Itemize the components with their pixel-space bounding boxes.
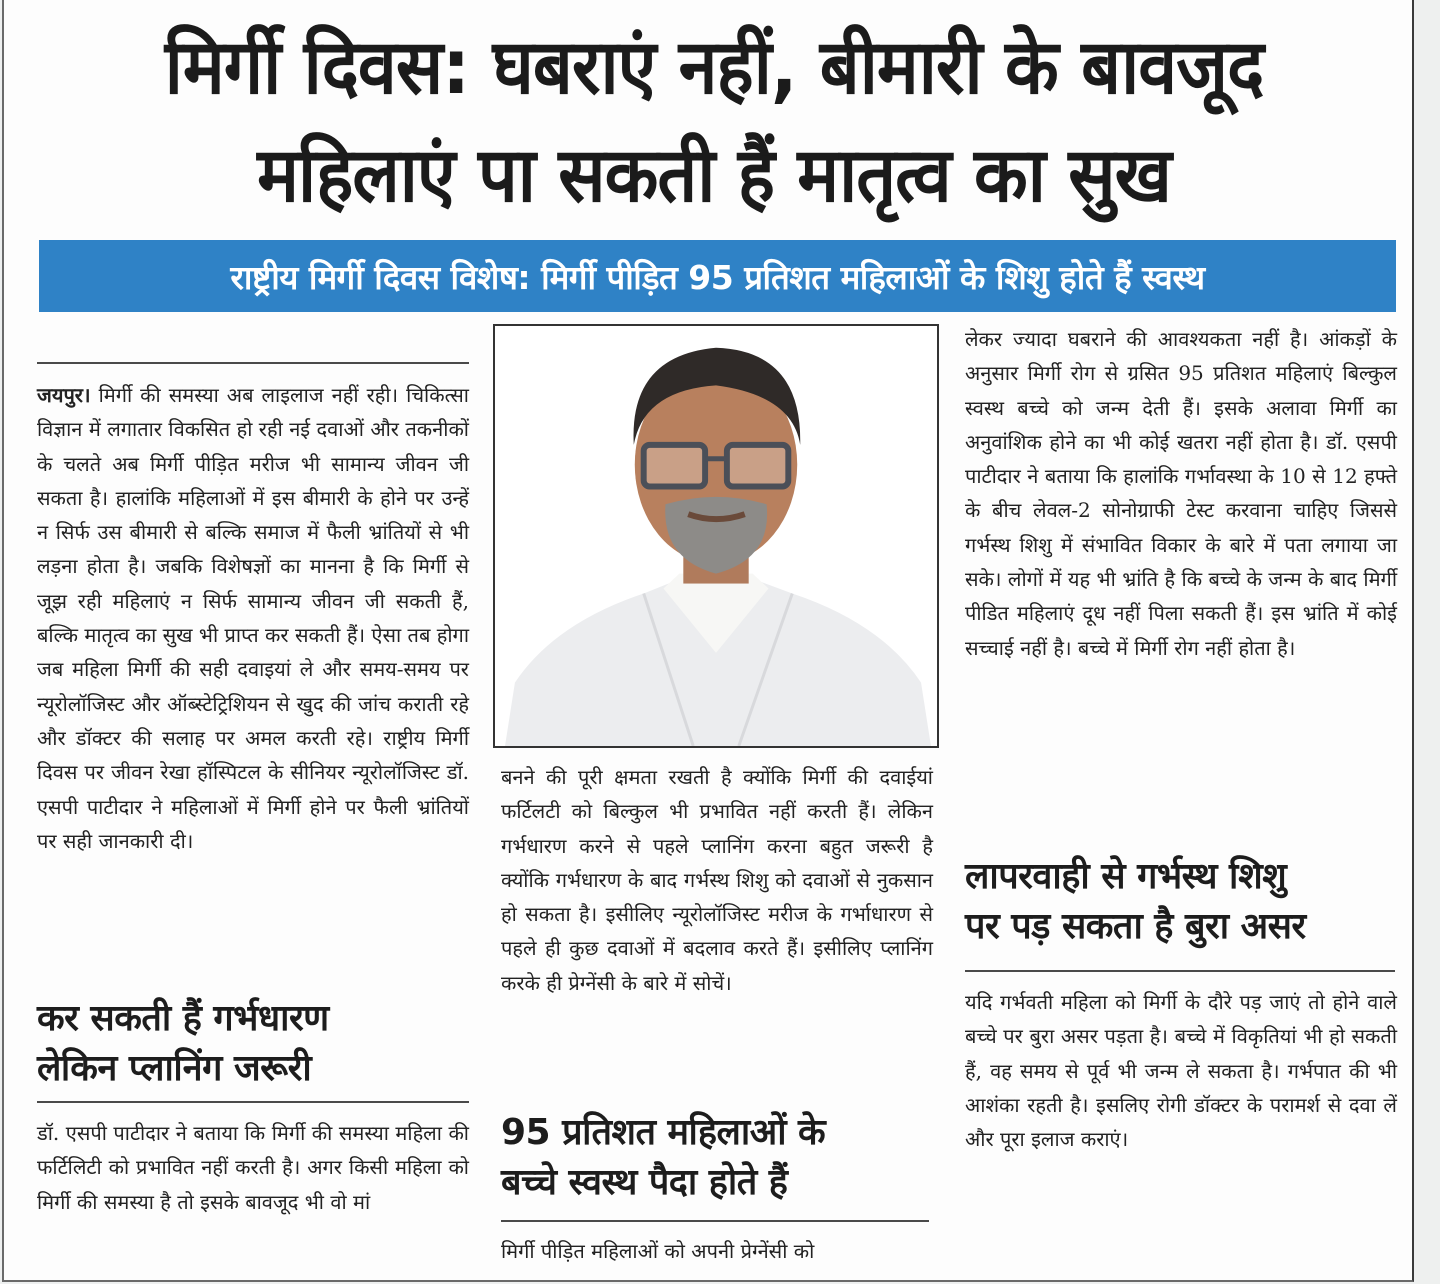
- column-2-subhead-rule: [501, 1220, 929, 1222]
- subhead-healthy-children-line-2: बच्चे स्वस्थ पैदा होते हैं: [501, 1162, 788, 1204]
- column-3-body: [965, 322, 1397, 665]
- subhead-conception-line-1: कर सकती हैं गर्भधारण: [37, 998, 329, 1039]
- subhead-negligence-line-2: पर पड़ सकता है बुरा असर: [965, 906, 1306, 948]
- page-margin: [1416, 0, 1440, 1284]
- headline-line-1: मिर्गी दिवस: घबराएं नहीं, बीमारी के बावजूद: [164, 22, 1264, 112]
- intro-text: मिर्गी की समस्या अब लाइलाज नहीं रही। चिकित्सा विज्ञान में लगातार विकसित हो रही नई दवाओं और तकनीकों के चलते अब मिर्गी पीड़ित मरीज भी सामान्य जीवन जी सकता है। हालांकि महिलाओं में इस बीमारी के होने पर उन्हें न सिर्फ उस बीमारी से बल्कि समाज में फैली भ्रांतियों से भी लड़ना होता है। जबकि विशेषज्ञों का मानना है कि मिर्गी से जूझ रही महिलाएं न सिर्फ सामान्य जीवन जी सकती हैं, बल्कि मातृत्व का सुख भी प्राप्त कर सकती हैं। ऐसा तब होगा जब महिला मिर्गी की सही दवाइयां ले और समय-समय पर न्यूरोलॉजिस्ट और ऑब्स्टेट्रिशियन से खुद की जांच कराती रहे और डॉक्टर की सलाह पर अमल करती रहे। राष्ट्रीय मिर्गी दिवस पर जीवन रेखा हॉस्पिटल के सीनियर न्यूरोलॉजिस्ट डॉ. एसपी पाटीदार ने महिलाओं में मिर्गी होने पर फैली भ्रांतियों पर सही जानकारी दी।: [37, 383, 469, 853]
- dateline: जयपुर।: [37, 383, 91, 407]
- banner-text: राष्ट्रीय मिर्गी दिवस विशेष: मिर्गी पीड़ित 95 प्रतिशत महिलाओं के शिशु होते हैं स्वस्थ: [230, 257, 1205, 297]
- subhead-conception-line-2: लेकिन प्लानिंग जरूरी: [37, 1048, 312, 1090]
- subhead-conception: [37, 994, 477, 1095]
- column-3-subhead-rule: [965, 970, 1395, 972]
- subhead-negligence-line-1: लापरवाही से गर्भस्थ शिशु: [965, 856, 1287, 897]
- intro-paragraph: [37, 378, 469, 858]
- subhead-healthy-children-line-1: 95 प्रतिशत महिलाओं के: [501, 1112, 826, 1153]
- column-2-body: [501, 760, 933, 1000]
- column-1-body-2: [37, 1116, 469, 1219]
- subhead-healthy-children: [501, 1108, 941, 1209]
- subheadline-banner: [39, 240, 1396, 312]
- statistics-paragraph: लेकर ज्यादा घबराने की आवश्यकता नहीं है। आंकड़ों के अनुसार मिर्गी रोग से ग्रसित 95 प्रतिशत महिलाएं बिल्कुल स्वस्थ बच्चे को जन्म देती हैं। इसके अलावा मिर्गी का अनुवांशिक होने का भी कोई खतरा नहीं होता है। डॉ. एसपी पाटीदार ने बताया कि हालांकि गर्भावस्था के 10 से 12 हफ्ते के बीच लेवल-2 सोनोग्राफी टेस्ट करवाना चाहिए जिससे गर्भस्थ शिशु में संभावित विकार के बारे में पता लगाया जा सके। लोगों में यह भी भ्रांति है कि बच्चे के जन्म के बाद मिर्गी पीडित महिलाएं दूध नहीं पिला सकती हैं। इस भ्रांति में कोई सच्चाई नहीं है। बच्चे में मिर्गी रोग नहीं होता है।: [965, 327, 1397, 660]
- conception-paragraph: डॉ. एसपी पाटीदार ने बताया कि मिर्गी की समस्या महिला की फर्टिलिटी को प्रभावित नहीं करती है। अगर किसी महिला को मिर्गी की समस्या है तो इसके बावजूद भी वो मां: [37, 1121, 469, 1214]
- column-1-top-rule: [37, 362, 469, 364]
- column-2-body-2: [501, 1234, 933, 1268]
- subhead-negligence: [965, 852, 1405, 953]
- column-1-subhead-rule: [37, 1101, 469, 1103]
- negligence-paragraph: यदि गर्भवती महिला को मिर्गी के दौरे पड़ जाएं तो होने वाले बच्चे पर बुरा असर पड़ता है। बच्चे में विकृतियां भी हो सकती हैं, वह समय से पूर्व भी जन्म ले सकता है। गर्भपात की भी आशंका रहती है। इसलिए रोगी डॉक्टर के परामर्श से दवा लें और पूरा इलाज कराएं।: [965, 990, 1397, 1152]
- headline-line-2: महिलाएं पा सकती हैं मातृत्व का सुख: [257, 130, 1171, 220]
- doctor-photo: [493, 324, 939, 748]
- column-1-body: [37, 378, 469, 858]
- column-3-body-2: [965, 985, 1397, 1156]
- portrait-photo-icon: [495, 326, 937, 746]
- newspaper-clipping: [2, 0, 1414, 1282]
- healthy-children-paragraph: मिर्गी पीड़ित महिलाओं को अपनी प्रेग्नेंसी को: [501, 1239, 815, 1263]
- planning-paragraph: बनने की पूरी क्षमता रखती है क्योंकि मिर्गी की दवाईयां फर्टिलटी को बिल्कुल भी प्रभावित नहीं करती हैं। लेकिन गर्भधारण करने से पहले प्लानिंग करना बहुत जरूरी है क्योंकि गर्भधारण के बाद गर्भस्थ शिशु को दवाओं से नुकसान हो सकता है। इसीलिए न्यूरोलॉजिस्ट मरीज के गर्भाधारण से पहले ही कुछ दवाओं में बदलाव करते हैं। इसीलिए प्लानिंग करके ही प्रेग्नेंसी के बारे में सोचें।: [501, 765, 933, 995]
